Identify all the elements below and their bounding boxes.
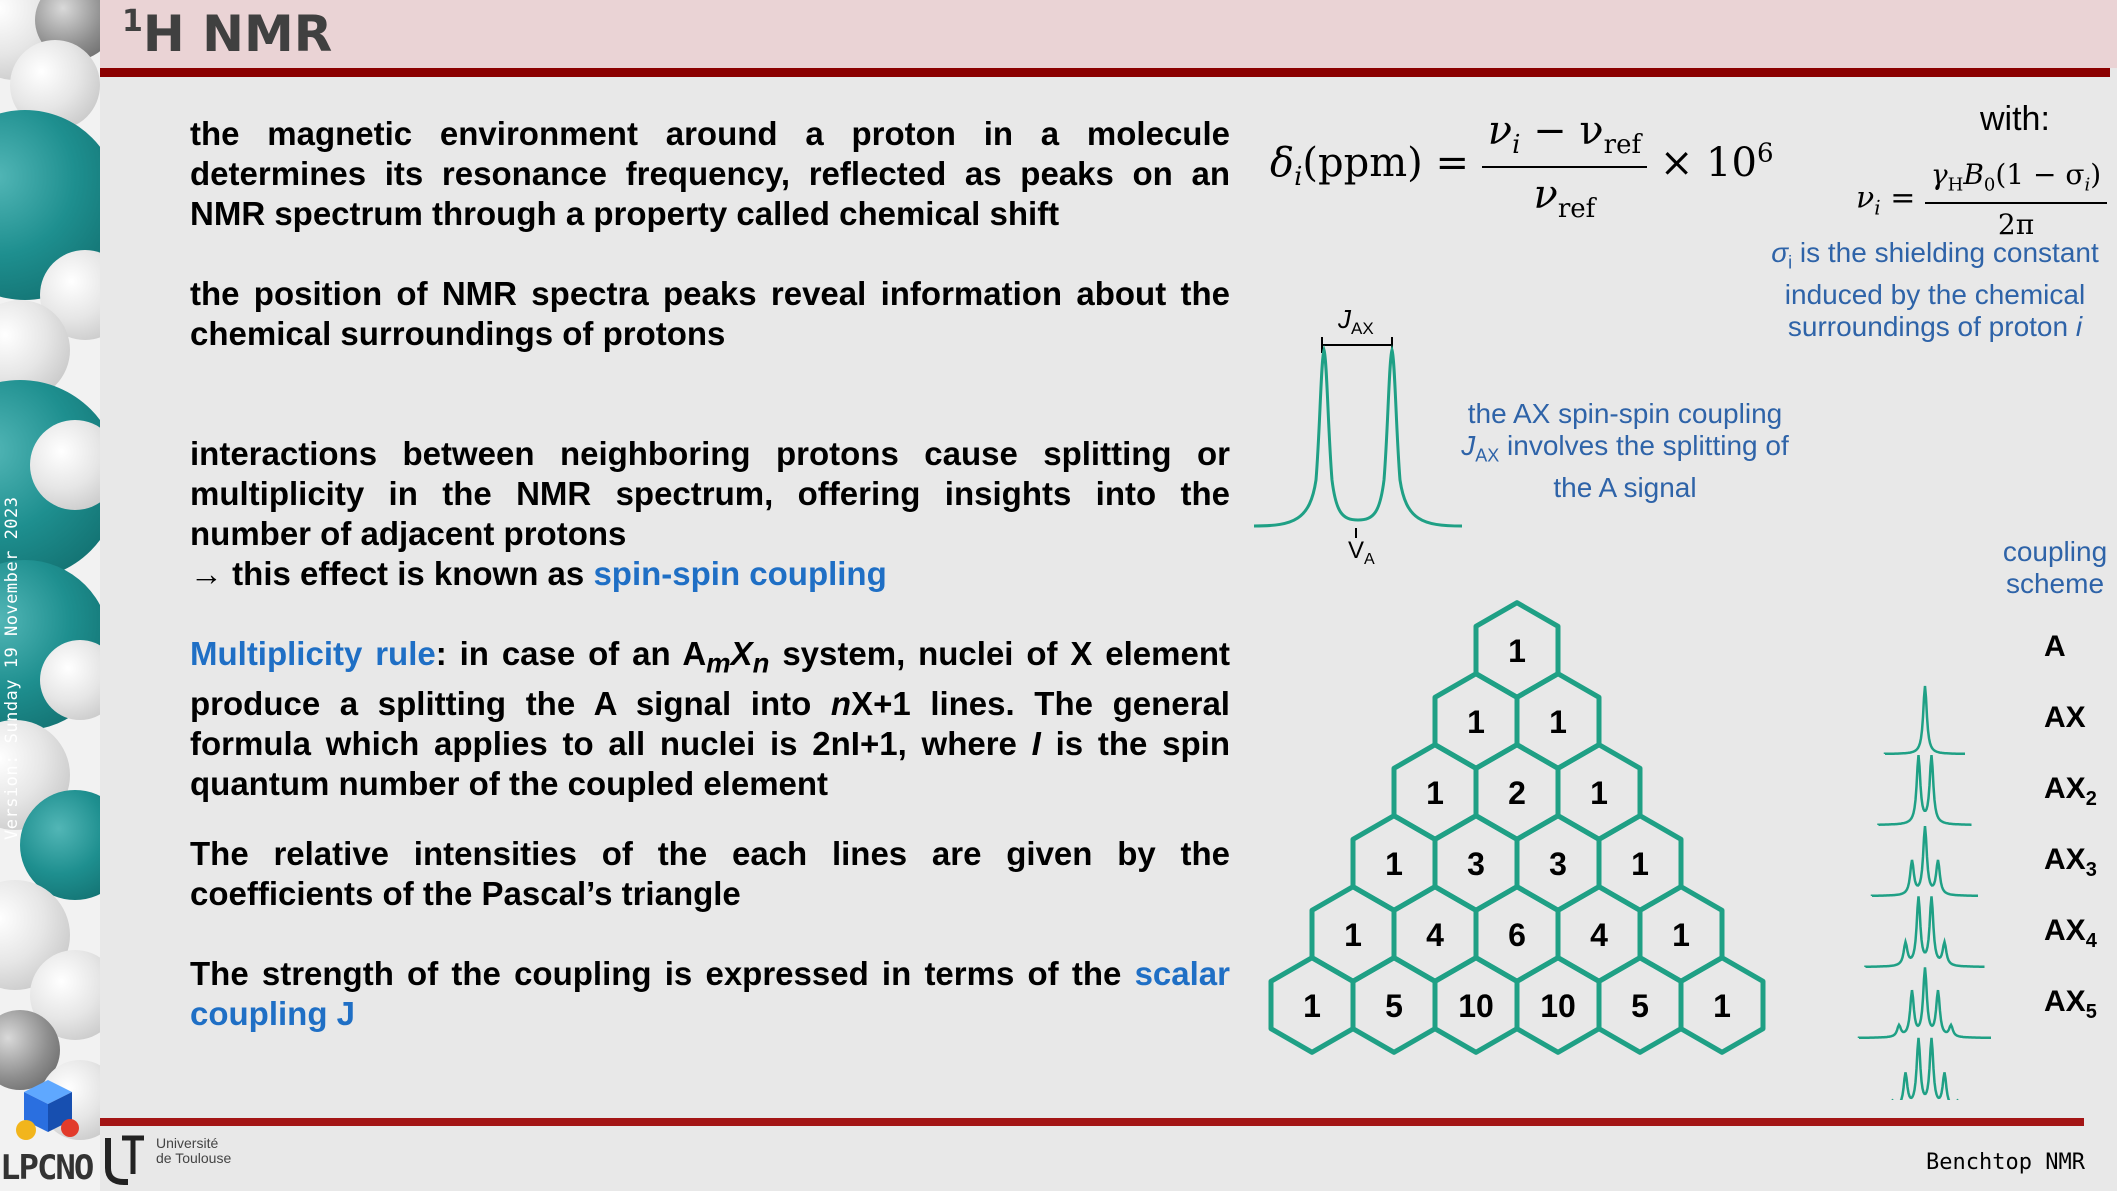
chemical-shift-equation: $\delta_i(ppm)$ = $\frac{\nu_i - \nu_{ref}}{\nu_{ref}}$ × $10^6$ [1270, 108, 1774, 224]
pascal-coefficient: 1 [1467, 704, 1485, 740]
paragraph-scalar-coupling: The strength of the coupling is expressed in terms of the scalar coupling J [190, 955, 1230, 1032]
ut-logo-mark [104, 1134, 148, 1186]
footer-rule [100, 1118, 2084, 1126]
header-bar [100, 0, 2117, 68]
paragraph-intensities: The relative intensities of the each lines are given by the coefficients of the Pascal’s triangle [190, 835, 1230, 912]
pascal-triangle [1260, 590, 1780, 1060]
pascal-coefficient: 1 [1385, 846, 1403, 882]
paragraph-splitting: interactions between neighboring protons cause splitting or multiplicity in the NMR spectrum, offering insights into the number of adjacent protons → this effect is known as spin-spin coupling [190, 435, 1230, 592]
version-text: Version: Sunday 19 November 2023 [2, 496, 22, 840]
header-rule [100, 68, 2110, 77]
j-span-marker [1322, 337, 1392, 353]
paragraph-peak-position: the position of NMR spectra peaks reveal information about the chemical surroundings of protons [190, 275, 1230, 352]
pascal-coefficient: 1 [1508, 633, 1526, 669]
pascal-coefficient: 1 [1549, 704, 1567, 740]
multiplet-spectrum [1859, 967, 1991, 1038]
paragraph-multiplicity-rule: Multiplicity rule: in case of an $A_mX_n$ system, nuclei of X element produce a splitting the A signal into nX+1 lines. The general formula which applies to all nuclei is 2nI+1, where I is the spin quantum number of the coupled element [190, 635, 1230, 802]
pascal-coefficient: 4 [1590, 917, 1608, 953]
lpcno-logo: LPCNO [0, 1148, 93, 1188]
coupling-scheme-label: A [2044, 630, 2066, 663]
pascal-coefficient: 1 [1303, 988, 1321, 1024]
pascal-coefficient: 4 [1426, 917, 1444, 953]
pascal-coefficient: 1 [1426, 775, 1444, 811]
multiplet-spectrum [1853, 1038, 1998, 1100]
footer-title: Benchtop NMR [1926, 1150, 2085, 1175]
spin-spin-coupling-term: spin-spin coupling [593, 555, 887, 592]
ax-coupling-note: the AX spin-spin coupling $J_{AX}$ involves the splitting of the A signal [1461, 398, 1789, 503]
scalar-coupling-term: scalar coupling J [190, 955, 1230, 1032]
coupling-scheme-spectra [1825, 610, 2025, 1100]
with-label: with: [1980, 100, 2050, 138]
coupling-scheme-label: AX [2044, 701, 2086, 734]
pascal-coefficient: 10 [1458, 988, 1494, 1024]
pascal-coefficient: 5 [1631, 988, 1649, 1024]
pascal-coefficient: 1 [1590, 775, 1608, 811]
multiplet-spectrum [1872, 826, 1978, 896]
coupling-scheme-label: $AX_4$ [2044, 914, 2097, 952]
doublet-peaks [1254, 350, 1462, 526]
pascal-coefficient: 5 [1385, 988, 1403, 1024]
pascal-coefficient: 1 [1344, 917, 1362, 953]
pascal-coefficient: 10 [1540, 988, 1576, 1024]
page-title: $^1$H NMR [122, 4, 333, 63]
coupling-scheme-label: $AX_2$ [2044, 772, 2097, 810]
multiplet-spectrum [1866, 896, 1985, 967]
pascal-coefficient: 3 [1549, 846, 1567, 882]
paragraph-chemical-shift: the magnetic environment around a proton in a molecule determines its resonance frequency, reflected as peaks on an NMR spectrum through a property called chemical shift [190, 115, 1230, 232]
multiplet-spectrum [1885, 686, 1965, 754]
shielding-note: $\sigma_i$ is the shielding constant induced by the chemical surroundings of proton i [1771, 237, 2099, 342]
pascal-coefficient: 1 [1672, 917, 1690, 953]
j-label: $J_{AX}$ [1338, 304, 1374, 338]
coupling-scheme-label: $AX_5$ [2044, 985, 2097, 1023]
pascal-coefficient: 3 [1467, 846, 1485, 882]
pascal-coefficient: 1 [1713, 988, 1731, 1024]
cube-logo [8, 1078, 88, 1148]
ut-logo-text: Université de Toulouse [156, 1135, 232, 1166]
pascal-coefficient: 1 [1631, 846, 1649, 882]
pascal-coefficient: 2 [1508, 775, 1526, 811]
multiplet-spectrum [1879, 755, 1972, 825]
pascal-coefficient: 6 [1508, 917, 1526, 953]
frequency-equation: $\nu_i$ = $\frac{\gamma_HB_0(1 - \sigma_i)}{2\pi}$ [1856, 158, 2107, 241]
va-label: $V_A$ [1348, 537, 1375, 568]
coupling-scheme-label: $AX_3$ [2044, 843, 2097, 881]
coupling-scheme-title: coupling scheme [2002, 536, 2108, 599]
